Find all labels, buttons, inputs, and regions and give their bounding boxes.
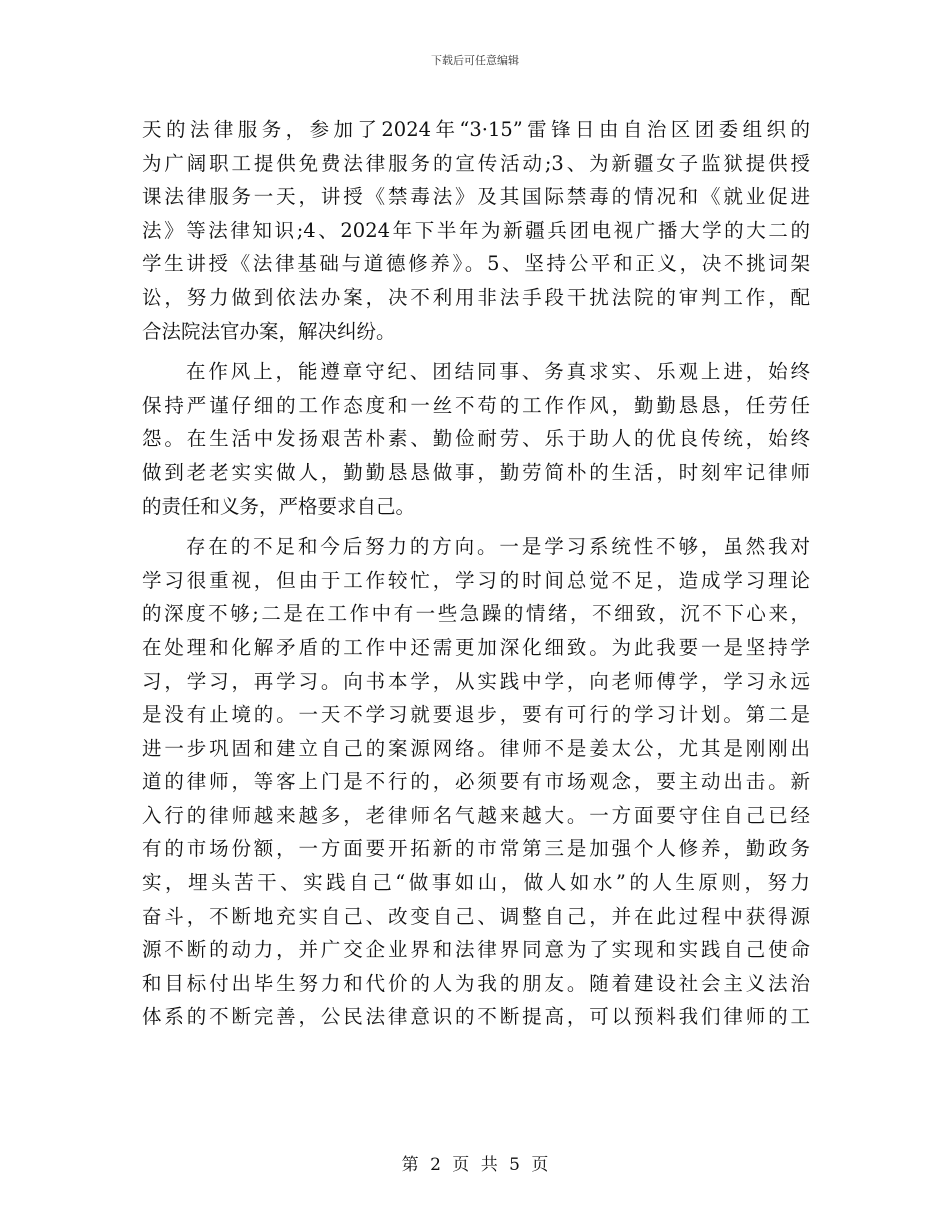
text-line: 体系的不断完善，公民法律意识的不断提高，可以预料我们律师的工	[142, 1005, 810, 1029]
text-line: 在作风上，能遵章守纪、团结同事、务真求实、乐观上进，始终	[186, 360, 810, 384]
text-line: 做到老老实实做人，勤勤恳恳做事，勤劳简朴的生活，时刻牢记律师	[142, 460, 810, 484]
text-line: 天的法律服务，参加了2024年“3·15”雷锋日由自治区团委组织的	[142, 118, 810, 141]
text-line: 学习很重视，但由于工作较忙，学习的时间总觉不足，造成学习理论	[142, 568, 810, 592]
text-line: 的深度不够;二是在工作中有一些急躁的情绪，不细致，沉不下心来，	[142, 602, 810, 626]
text-line: 讼，努力做到依法办案，决不利用非法手段干扰法院的审判工作，配	[142, 285, 810, 309]
header-note: 下载后可任意编辑	[431, 54, 519, 67]
text-line: 课法律服务一天，讲授《禁毒法》及其国际禁毒的情况和《就业促进	[142, 185, 810, 209]
text-line: 道的律师，等客上门是不行的，必须要有市场观念，要主动出击。新	[142, 770, 810, 794]
paragraph	[142, 530, 810, 1034]
text-line: 习，学习，再学习。向书本学，从实践中学，向老师傅学，学习永远	[142, 669, 810, 693]
paragraph	[142, 113, 810, 348]
document-body	[142, 113, 810, 1034]
page-number: 第 2 页 共 5 页	[401, 1155, 549, 1175]
text-line: 源不断的动力，并广交企业界和法律界同意为了实现和实践自己使命	[142, 938, 810, 962]
text-line: 存在的不足和今后努力的方向。一是学习系统性不够，虽然我对	[186, 535, 810, 559]
text-line: 入行的律师越来越多，老律师名气越来越大。一方面要守住自己已经	[142, 803, 810, 827]
text-line: 进一步巩固和建立自己的案源网络。律师不是姜太公，尤其是刚刚出	[142, 736, 810, 760]
text-line: 的责任和义务，严格要求自己。	[142, 494, 416, 518]
text-line: 实，埋头苦干、实践自己“做事如山，做人如水”的人生原则，努力	[142, 871, 810, 895]
text-line: 有的市场份额，一方面要开拓新的市常第三是加强个人修养，勤政务	[142, 837, 810, 861]
text-line: 学生讲授《法律基础与道德修养》。5、坚持公平和正义，决不挑词架	[142, 252, 810, 276]
text-line: 为广阔职工提供免费法律服务的宣传活动;3、为新疆女子监狱提供授	[142, 151, 810, 175]
text-line: 和目标付出毕生努力和代价的人为我的朋友。随着建设社会主义法治	[142, 971, 810, 995]
text-line: 奋斗，不断地充实自己、改变自己、调整自己，并在此过程中获得源	[142, 904, 810, 928]
paragraph	[142, 355, 810, 523]
text-line: 合法院法官办案，解决纠纷。	[142, 319, 396, 343]
text-line: 法》等法律知识;4、2024年下半年为新疆兵团电视广播大学的大二的	[142, 218, 810, 242]
text-line: 保持严谨仔细的工作态度和一丝不苟的工作作风，勤勤恳恳，任劳任	[142, 393, 810, 417]
text-line: 在处理和化解矛盾的工作中还需更加深化细致。为此我要一是坚持学	[142, 635, 810, 659]
text-line: 是没有止境的。一天不学习就要退步，要有可行的学习计划。第二是	[142, 703, 810, 727]
text-line: 怨。在生活中发扬艰苦朴素、勤俭耐劳、乐于助人的优良传统，始终	[142, 427, 810, 451]
